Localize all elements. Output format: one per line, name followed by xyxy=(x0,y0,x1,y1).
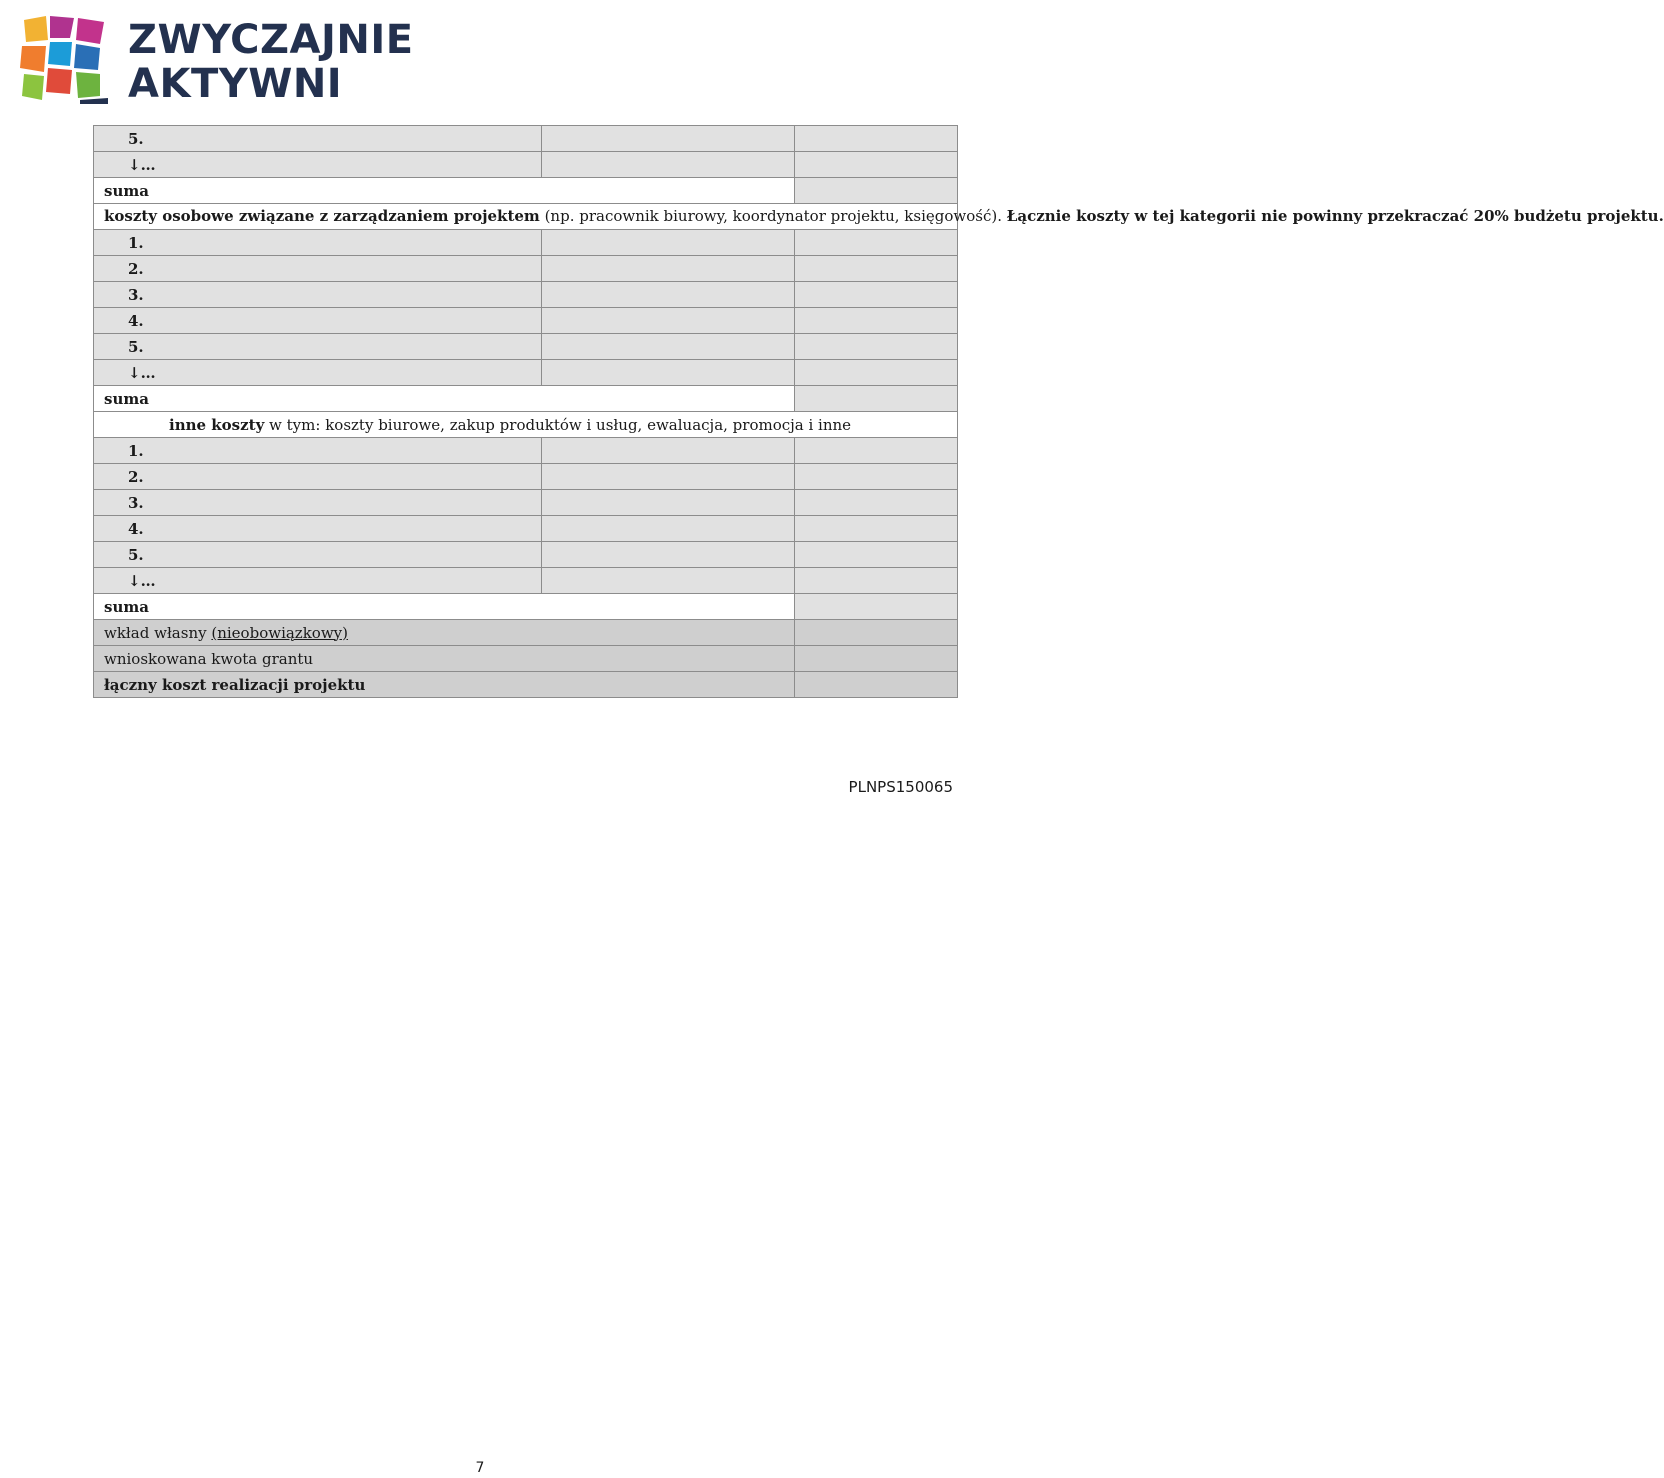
table-row xyxy=(94,334,958,360)
table-row xyxy=(94,490,958,516)
budget-table xyxy=(93,125,1664,698)
category-title: koszty osobowe związane z zarządzaniem projektem xyxy=(104,207,540,225)
row-label: ↓… xyxy=(94,360,542,386)
amount-cell[interactable] xyxy=(795,126,958,152)
amount-cell[interactable] xyxy=(795,334,958,360)
table-row xyxy=(94,360,958,386)
row-label: 5. xyxy=(94,126,542,152)
category-header xyxy=(94,412,958,438)
brand-wordmark xyxy=(128,18,414,106)
table-row xyxy=(94,308,958,334)
category-note: (np. pracownik biurowy, koordynator projektu, księgowość). xyxy=(539,207,1007,225)
category-note: w tym: koszty biurowe, zakup produktów i usług, ewaluacja, promocja i inne xyxy=(264,415,852,434)
cost-cell[interactable] xyxy=(542,282,795,308)
sum-row xyxy=(94,594,958,620)
amount-cell[interactable] xyxy=(795,282,958,308)
row-label: 1. xyxy=(94,230,542,256)
logo-mark-icon xyxy=(20,14,112,106)
sum-row xyxy=(94,386,958,412)
amount-cell[interactable] xyxy=(795,360,958,386)
amount-cell[interactable] xyxy=(795,464,958,490)
cost-cell[interactable] xyxy=(542,438,795,464)
cost-cell[interactable] xyxy=(542,126,795,152)
sum-amount-cell[interactable] xyxy=(795,594,958,620)
own-contribution-amount[interactable] xyxy=(795,620,958,646)
row-label: ↓… xyxy=(94,568,542,594)
sum-row xyxy=(94,178,958,204)
cost-cell[interactable] xyxy=(542,490,795,516)
table-row xyxy=(94,126,958,152)
row-label: 3. xyxy=(94,282,542,308)
table-row xyxy=(94,152,958,178)
table-row xyxy=(94,542,958,568)
requested-amount-value[interactable] xyxy=(795,646,958,672)
category-title: inne koszty xyxy=(169,415,265,434)
amount-cell[interactable] xyxy=(795,308,958,334)
cost-cell[interactable] xyxy=(542,308,795,334)
table-row xyxy=(94,568,958,594)
row-label: 4. xyxy=(94,308,542,334)
own-contribution-note: (nieobowiązkowy) xyxy=(211,623,348,642)
amount-cell[interactable] xyxy=(795,256,958,282)
row-label: 5. xyxy=(94,542,542,568)
cost-cell[interactable] xyxy=(542,256,795,282)
row-label: 5. xyxy=(94,334,542,360)
cost-cell[interactable] xyxy=(542,360,795,386)
row-label: 1. xyxy=(94,438,542,464)
sum-label: suma xyxy=(94,386,795,412)
row-label: 4. xyxy=(94,516,542,542)
amount-cell[interactable] xyxy=(795,542,958,568)
amount-cell[interactable] xyxy=(795,438,958,464)
brand-line-1: ZWYCZAJNIE xyxy=(128,17,414,63)
brand-logo xyxy=(20,14,420,108)
cost-cell[interactable] xyxy=(542,152,795,178)
cost-cell[interactable] xyxy=(542,516,795,542)
sum-label: suma xyxy=(94,178,795,204)
row-label: 3. xyxy=(94,490,542,516)
sum-amount-cell[interactable] xyxy=(795,178,958,204)
row-label: 2. xyxy=(94,256,542,282)
table-row xyxy=(94,516,958,542)
table-row xyxy=(94,256,958,282)
row-label: 2. xyxy=(94,464,542,490)
category-limit-note: Łącznie koszty w tej kategorii nie powinny przekraczać 20% budżetu projektu. xyxy=(1006,207,1664,225)
page-number: 7 xyxy=(475,1460,485,1476)
table-row xyxy=(94,282,958,308)
document-code: PLNPS150065 xyxy=(848,778,953,796)
own-contribution-row xyxy=(94,620,958,646)
sum-label: suma xyxy=(94,594,795,620)
own-contribution-label: wkład własny (nieobowiązkowy) xyxy=(94,620,795,646)
table-row xyxy=(94,464,958,490)
table-row xyxy=(94,438,958,464)
sum-amount-cell[interactable] xyxy=(795,386,958,412)
cost-cell[interactable] xyxy=(542,230,795,256)
category-other-heading xyxy=(94,412,958,438)
total-cost-value[interactable] xyxy=(795,672,958,698)
requested-amount-row xyxy=(94,646,958,672)
row-label: ↓… xyxy=(94,152,542,178)
category-header xyxy=(94,204,958,230)
table-row xyxy=(94,230,958,256)
amount-cell[interactable] xyxy=(795,516,958,542)
requested-amount-label: wnioskowana kwota grantu xyxy=(94,646,795,672)
cost-cell[interactable] xyxy=(542,334,795,360)
amount-cell[interactable] xyxy=(795,490,958,516)
cost-cell[interactable] xyxy=(542,568,795,594)
amount-cell[interactable] xyxy=(795,152,958,178)
brand-line-2: AKTYWNI xyxy=(128,61,343,107)
amount-cell[interactable] xyxy=(795,568,958,594)
amount-cell[interactable] xyxy=(795,230,958,256)
total-cost-row xyxy=(94,672,958,698)
category-personnel-heading xyxy=(94,204,1664,230)
total-cost-label: łączny koszt realizacji projektu xyxy=(94,672,795,698)
cost-cell[interactable] xyxy=(542,464,795,490)
cost-cell[interactable] xyxy=(542,542,795,568)
